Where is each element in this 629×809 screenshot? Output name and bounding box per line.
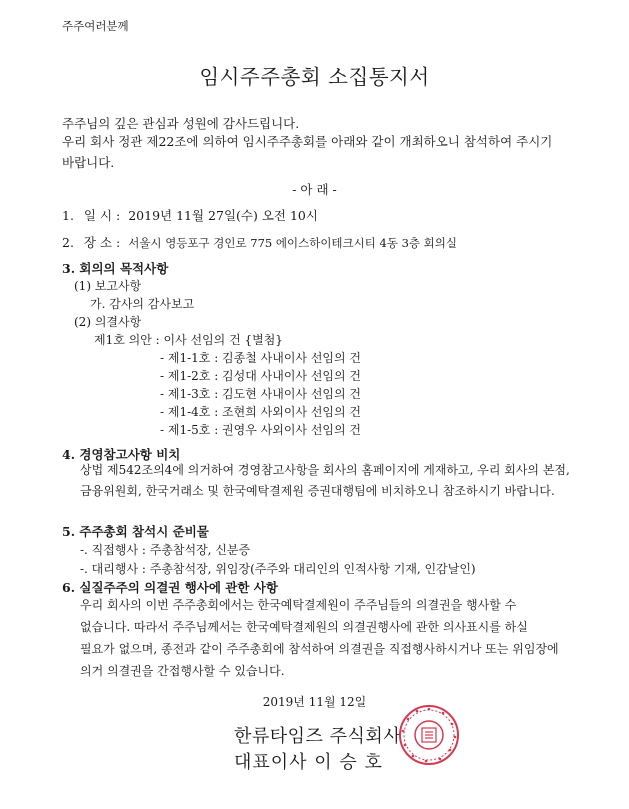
section-1-label: 일 시 : [83, 208, 121, 223]
page-title: 임시주주총회 소집통지서 [199, 65, 430, 89]
section-6-heading: 6. 실질주주의 의결권 행사에 관한 사항 [62, 580, 278, 595]
agenda-subitem: - 제1-2호 : 김성대 사내이사 선임의 건 [160, 369, 362, 383]
section-4-heading: 4. 경영참고사항 비치 [62, 447, 181, 462]
greeting: 주주여러분께 [62, 19, 129, 33]
intro-line-1: 주주님의 깊은 관심과 성원에 감사드립니다. [62, 116, 300, 131]
company-seal-icon [398, 704, 460, 766]
section-3-heading: 3. 회의의 목적사항 [62, 261, 169, 276]
section-1-value: 2019년 11월 27일(수) 오전 10시 [128, 208, 318, 223]
prep-item: -. 대리행사 : 주총참석장, 위임장(주주와 대리인의 인적사항 기재, 인감날인) [80, 562, 476, 576]
section-5-heading: 5. 주주총회 참석시 준비물 [62, 524, 209, 539]
notice-date: 2019년 11월 12일 [262, 695, 367, 709]
section-2-value: 서울시 영등포구 경인로 775 에이스하이테크시티 4동 3층 회의실 [128, 236, 458, 250]
section-4-body: 상법 제542조의4에 의거하여 경영참고사항을 회사의 홈페이지에 게재하고, 우리 회사의 본점, 금융위원회, 한국거래소 및 한국예탁결제원 증권대행팀에 비치하오니 참조하시기 바랍니다. [80, 463, 570, 498]
ahrae-divider: - 아 래 - [292, 182, 337, 197]
intro-line-2: 우리 회사 정관 제22조에 의하여 임시주주총회를 아래와 같이 개최하오니 참석하여 주시기 바랍니다. [62, 134, 553, 170]
prep-item: -. 직접행사 : 주총참석장, 신분증 [80, 543, 251, 557]
section-1 [62, 206, 318, 224]
company-name: 한류타임즈 주식회사 [234, 726, 402, 747]
ceo-name: 대표이사 이 승 호 [234, 752, 383, 773]
resolution-heading: (2) 의결사항 [74, 315, 142, 329]
section-6-body: 우리 회사의 이번 주주총회에서는 한국예탁결제원이 주주님들의 의결권을 행사할 수 없습니다. 따라서 주주님께서는 한국예탁결제원의 의결권행사에 관한 의사표시를 하실 필요가 없으며, 종전과 같이 주주총회에 참석하여 의결권을 직접행사하시거나 또는 위임장에 의거 의결권을 간접행사할 수 있습니다. [80, 598, 559, 678]
report-item: 가. 감사의 감사보고 [90, 297, 195, 311]
agenda-title: 제1호 의안 : 이사 선임의 건 {별첨} [94, 333, 283, 347]
section-1-number: 1. [62, 208, 74, 223]
agenda-subitem: - 제1-5호 : 권영우 사외이사 선임의 건 [160, 423, 362, 437]
section-2-label: 장 소 : [83, 235, 121, 250]
agenda-subitem: - 제1-1호 : 김종철 사내이사 선임의 건 [160, 351, 362, 365]
agenda-subitem: - 제1-4호 : 조현희 사외이사 선임의 건 [160, 405, 362, 419]
agenda-subitem: - 제1-3호 : 김도현 사내이사 선임의 건 [160, 387, 362, 401]
section-2 [62, 233, 457, 251]
report-heading: (1) 보고사항 [74, 279, 142, 293]
section-2-number: 2. [62, 235, 74, 250]
